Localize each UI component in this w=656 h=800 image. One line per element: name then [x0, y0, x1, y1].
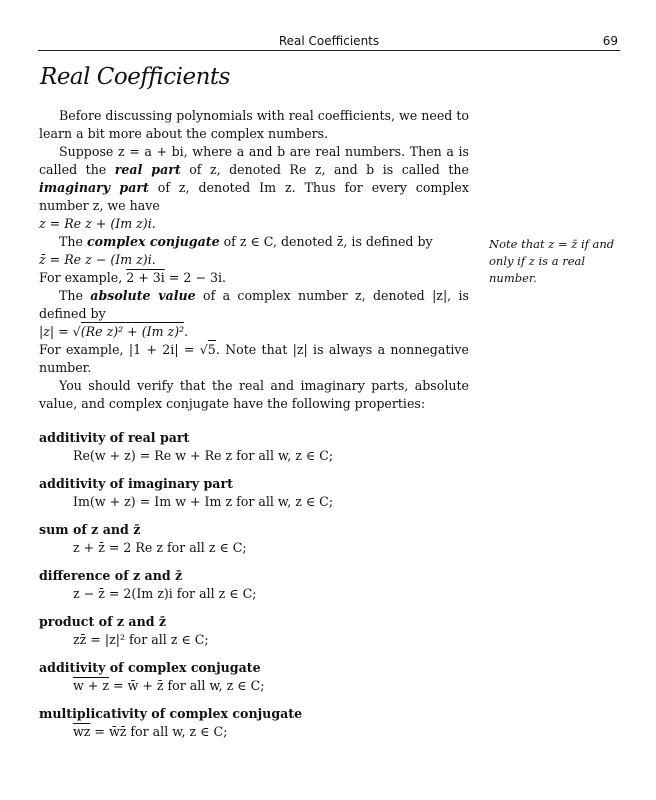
text-fragment: . Note that |z| is always a nonnegative number. — [39, 342, 469, 375]
text-fragment: |z| = √ — [39, 324, 81, 339]
radicand: 5 — [207, 342, 216, 357]
term-absolute-value: absolute value — [90, 288, 196, 303]
equation-conjugate: z̄ = Re z − (Im z)i. — [39, 252, 156, 267]
property-formula — [39, 677, 469, 695]
term-imaginary-part: imaginary part — [39, 180, 149, 195]
property-title: sum of z and z̄ — [39, 522, 141, 537]
property-formula: Re(w + z) = Re w + Re z for all w, z ∈ C; — [73, 448, 334, 463]
conjugate-paragraph — [39, 233, 469, 251]
text-fragment: For example, — [39, 270, 127, 285]
text-fragment: = w̄ + z̄ for all w, z ∈ C; — [108, 678, 265, 693]
text-fragment: of z, denoted Im z. Thus for every complex number z, we have — [39, 180, 469, 213]
text-fragment: The — [59, 288, 91, 303]
property-item — [39, 429, 469, 465]
equation-absolute-value — [39, 323, 469, 341]
property-title: additivity of imaginary part — [39, 476, 233, 491]
property-formula: z + z̄ = 2 Re z for all z ∈ C; — [73, 540, 247, 555]
text-fragment: . — [184, 324, 189, 339]
property-title: additivity of real part — [39, 430, 190, 445]
property-title: additivity of complex conjugate — [39, 660, 261, 675]
text-fragment: = w̄z̄ for all w, z ∈ C; — [90, 724, 228, 739]
intro-paragraph: Before discussing polynomials with real coefficients, we need to learn a bit more about the complex numbers. — [39, 108, 469, 141]
property-formula: z − z̄ = 2(Im z)i for all z ∈ C; — [73, 586, 257, 601]
main-text-column — [39, 107, 469, 741]
text-fragment: of z ∈ C, denoted z̄, is defined by — [219, 234, 433, 249]
real-imag-paragraph — [39, 143, 469, 215]
overlined-expression: $\overline{wz}$ — [73, 724, 91, 739]
chapter-title: Real Coefficients — [40, 64, 230, 90]
overlined-expression: 2 + 3i — [126, 270, 165, 285]
overlined-expression: w + z — [73, 678, 109, 693]
property-item — [39, 659, 469, 695]
text-fragment: = 2 − 3i. — [164, 270, 227, 285]
property-item — [39, 705, 469, 741]
text-fragment: of z, denoted Re z, and b is called the — [180, 162, 469, 177]
header-title: Real Coefficients — [278, 34, 380, 48]
property-formula: Im(w + z) = Im w + Im z for all w, z ∈ C; — [73, 494, 334, 509]
radicand: (Re z)² + (Im z)² — [80, 324, 185, 339]
property-title: product of z and z̄ — [39, 614, 167, 629]
example-absolute-value — [39, 341, 469, 377]
property-formula: zz̄ = |z|² for all z ∈ C; — [73, 632, 209, 647]
verify-paragraph: You should verify that the real and imaginary parts, absolute value, and complex conjugate have the following properties: — [39, 378, 469, 411]
property-item — [39, 475, 469, 511]
text-fragment: of a complex number z, denoted |z|, is defined by — [39, 288, 470, 321]
property-title: multiplicativity of complex conjugate — [39, 706, 303, 721]
property-item — [39, 567, 469, 603]
term-complex-conjugate: complex conjugate — [86, 234, 220, 249]
property-item — [39, 521, 469, 557]
page-number: 69 — [602, 34, 618, 48]
equation-decomposition: z = Re z + (Im z)i. — [39, 216, 156, 231]
property-formula — [39, 723, 469, 741]
term-real-part: real part — [114, 162, 181, 177]
example-conjugate — [39, 269, 469, 287]
margin-note: Note that z = z̄ if and only if z is a real number. — [489, 237, 615, 285]
absolute-value-paragraph — [39, 287, 469, 323]
property-item — [39, 613, 469, 649]
text-fragment: The — [59, 234, 87, 249]
text-fragment: For example, |1 + 2i| = √ — [39, 342, 208, 357]
running-header — [38, 30, 620, 51]
text-fragment: Suppose z = a + bi, where a and b are real numbers. Then a is called the — [39, 144, 469, 177]
property-title: difference of z and z̄ — [39, 568, 183, 583]
